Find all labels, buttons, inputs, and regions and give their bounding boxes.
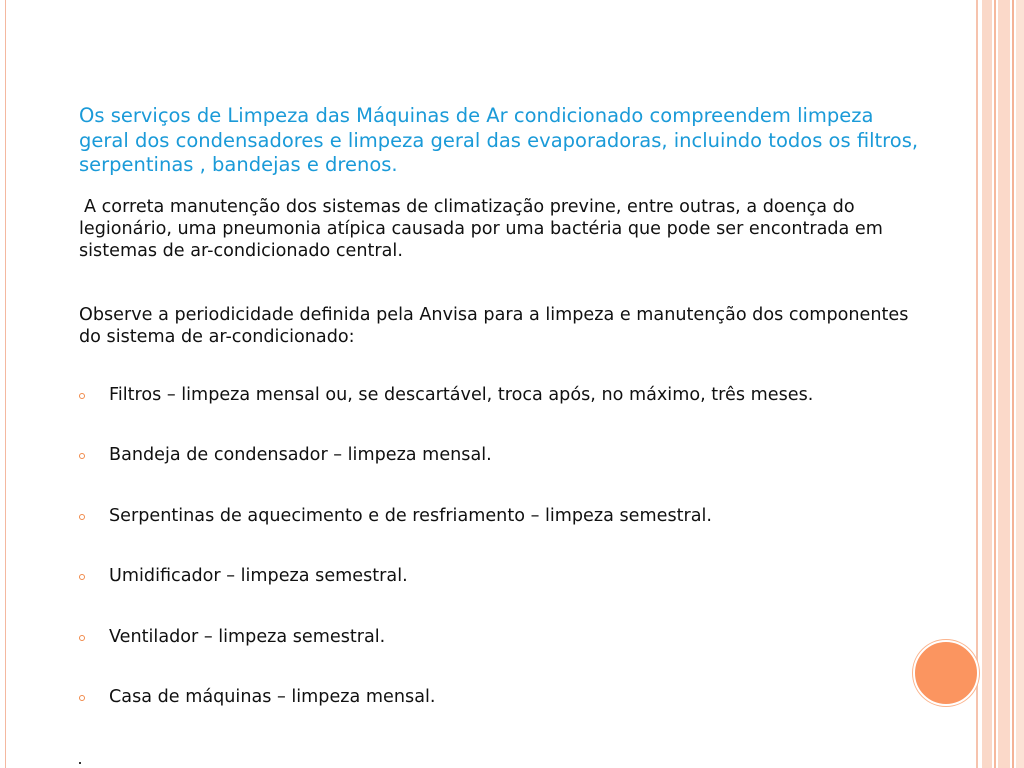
maintenance-list xyxy=(79,384,919,709)
stripe xyxy=(976,0,978,768)
intro-text: Os serviços de Limpeza das Máquinas de Ar condicionado compreendem limpeza geral dos condensadores e limpeza geral das evaporadoras, incluindo todos os filtros, serpentinas , bandejas e drenos. xyxy=(79,104,919,176)
list-item-text: Serpentinas de aquecimento e de resfriamento – limpeza semestral. xyxy=(109,505,713,526)
bullet-circle-icon xyxy=(79,635,85,641)
list-item-text: Filtros – limpeza mensal ou, se descartável, troca após, no máximo, três meses. xyxy=(109,384,814,405)
stray-dot xyxy=(79,762,81,764)
list-item xyxy=(79,686,919,708)
bullet-circle-icon xyxy=(79,453,85,459)
bullet-circle-icon xyxy=(79,695,85,701)
decorative-circle-icon xyxy=(913,640,979,706)
list-item xyxy=(79,444,919,466)
paragraph-anvisa: Observe a periodicidade definida pela Anvisa para a limpeza e manutenção dos componentes do sistema de ar-condicionado: xyxy=(79,304,909,347)
left-border-line xyxy=(5,0,6,768)
list-item-text: Ventilador – limpeza semestral. xyxy=(109,626,386,647)
slide-content xyxy=(79,104,919,747)
decorative-stripes xyxy=(976,0,1024,768)
list-item-text: Umidificador – limpeza semestral. xyxy=(109,566,408,586)
bullet-circle-icon xyxy=(79,393,85,399)
list-item xyxy=(79,565,919,587)
stripe xyxy=(998,0,1010,768)
stripe xyxy=(982,0,992,768)
list-item-text: Bandeja de condensador – limpeza mensal. xyxy=(109,445,492,465)
stripe xyxy=(994,0,996,768)
list-item xyxy=(79,626,919,648)
stripe xyxy=(1012,0,1014,768)
list-item xyxy=(79,384,919,406)
bullet-circle-icon xyxy=(79,514,85,520)
bullet-circle-icon xyxy=(79,574,85,580)
paragraph-legionnaires: A correta manutenção dos sistemas de climatização previne, entre outras, a doença do legionário, uma pneumonia atípica causada por uma bactéria que pode ser encontrada em sistemas de ar-condicionado central. xyxy=(79,196,883,261)
list-item-text: Casa de máquinas – limpeza mensal. xyxy=(109,687,436,707)
list-item xyxy=(79,505,919,527)
stripe xyxy=(1016,0,1024,768)
